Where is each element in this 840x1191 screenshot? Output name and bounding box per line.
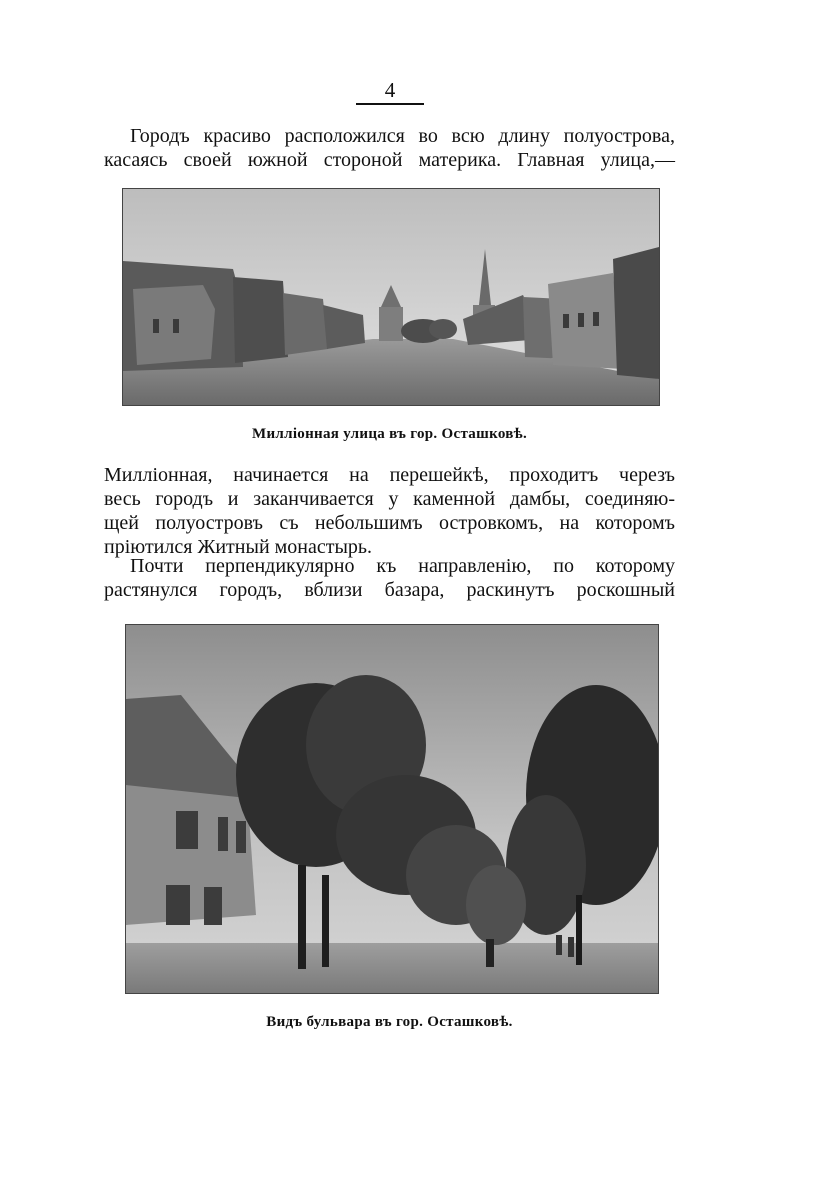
paragraph-2 bbox=[104, 463, 675, 559]
paragraph-2-line: весь городъ и заканчивается у каменной дамбы, соединяю- bbox=[104, 488, 675, 510]
page-number-rule bbox=[356, 103, 424, 105]
boulevard-photo-image bbox=[126, 625, 658, 993]
paragraph-3 bbox=[104, 554, 675, 602]
paragraph-2-line: Миллiонная, начинается на перешейкѣ, проходитъ черезъ bbox=[104, 464, 675, 486]
figure-1-caption: Миллiонная улица въ гор. Осташковѣ. bbox=[252, 426, 527, 442]
street-photo-image bbox=[123, 189, 659, 405]
figure-2-caption: Видъ бульвара въ гор. Осташковѣ. bbox=[266, 1014, 513, 1030]
paragraph-1-line: касаясь своей южной стороной материка. Главная улица,— bbox=[104, 149, 675, 171]
paragraph-3-line: растянулся городъ, вблизи базара, раскинутъ роскошный bbox=[104, 579, 675, 601]
paragraph-1-line: Городъ красиво расположился во всю длину полуострова, bbox=[130, 125, 675, 147]
boulevard-photo bbox=[125, 624, 659, 994]
paragraph-2-line: щей полуостровъ съ небольшимъ островкомъ, на которомъ bbox=[104, 512, 675, 534]
street-photo bbox=[122, 188, 660, 406]
paragraph-1 bbox=[104, 124, 675, 172]
paragraph-3-line: Почти перпендикулярно къ направленiю, по которому bbox=[130, 555, 675, 577]
paragraph-2-line: прiютился Житный монастырь. bbox=[104, 536, 373, 558]
page-number: 4 bbox=[384, 78, 396, 102]
